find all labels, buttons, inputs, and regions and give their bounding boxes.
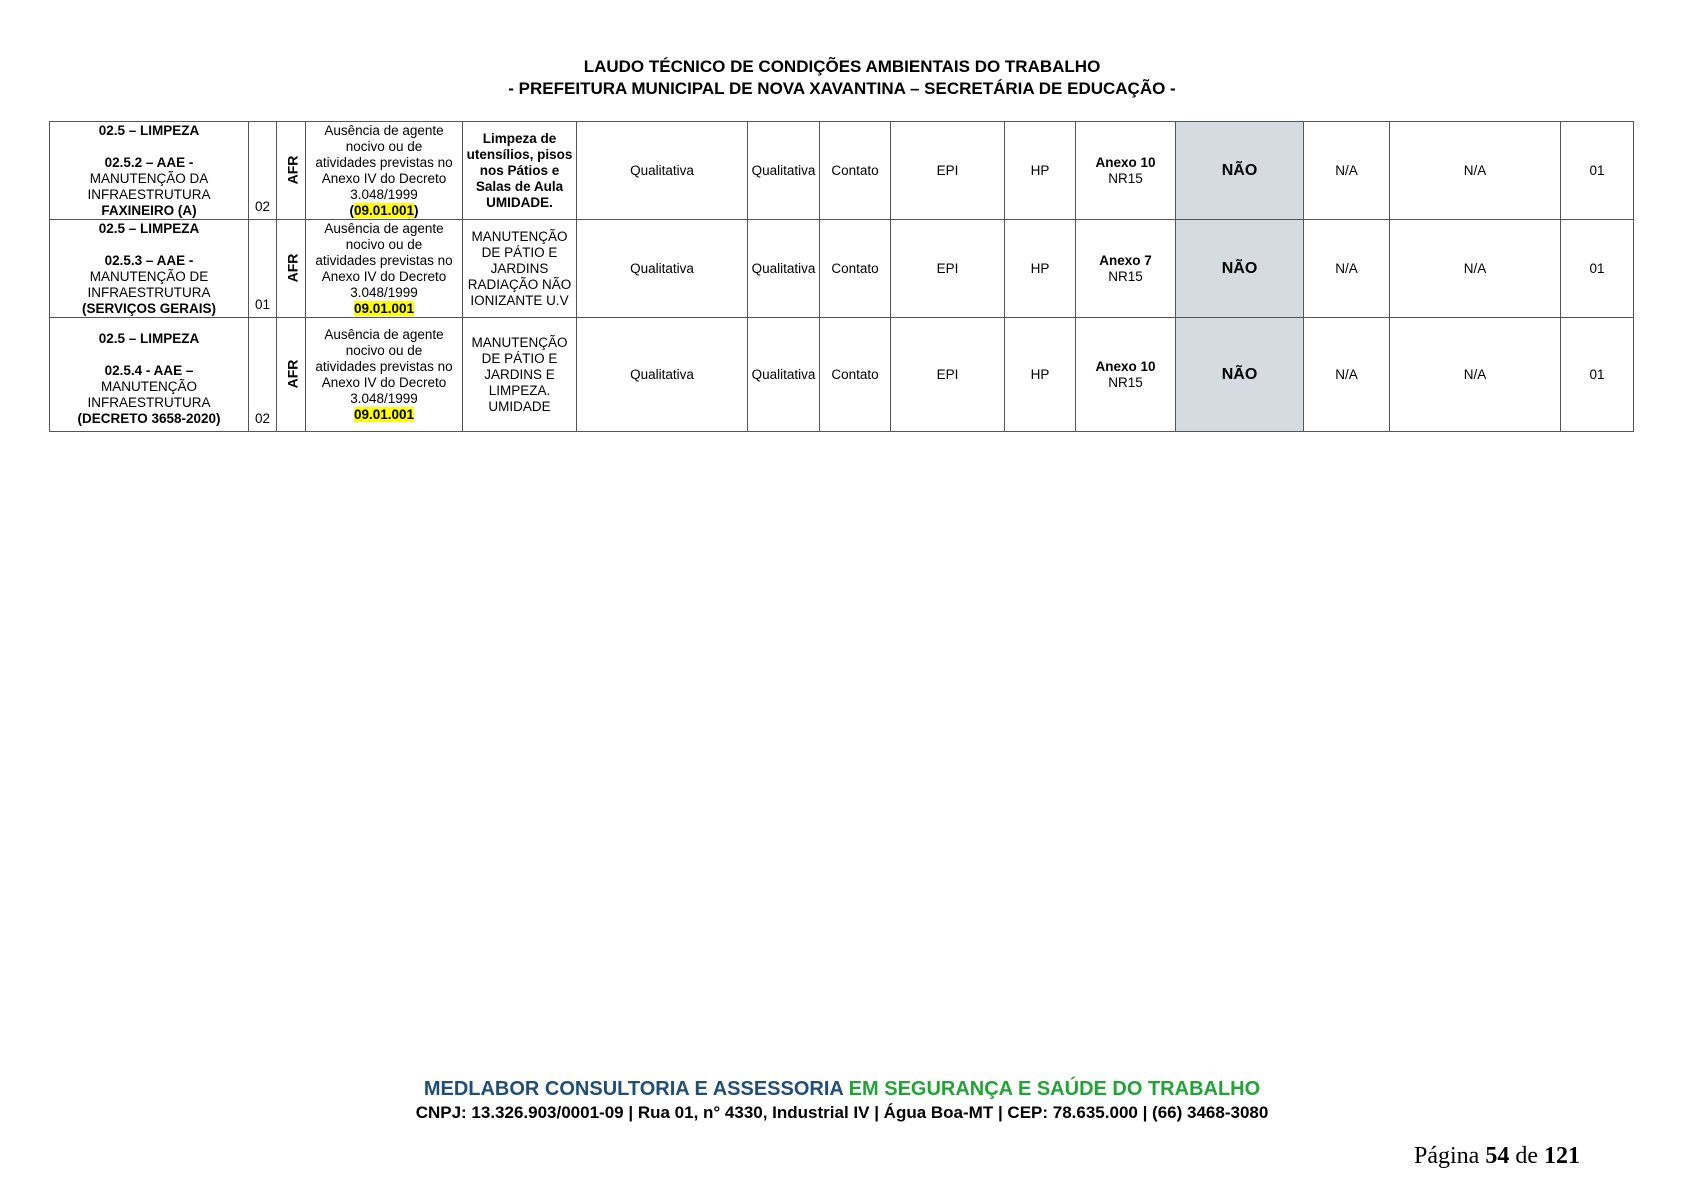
function-code: 02.5.3 – AAE - (104, 252, 194, 268)
na-cell: N/A (1390, 318, 1561, 432)
agent-code: 09.01.001 (353, 300, 415, 316)
na-cell: N/A (1304, 122, 1390, 220)
na-cell: N/A (1390, 220, 1561, 318)
insalubrity-cell: NÃO (1176, 220, 1304, 318)
agent-code-close: ) (414, 202, 419, 218)
agent-line: Ausência de agente (324, 122, 444, 138)
annex-cell (1076, 318, 1176, 432)
evaluation-type-cell: Qualitativa (748, 220, 820, 318)
afr-cell (277, 318, 306, 432)
hp-cell: HP (1005, 318, 1076, 432)
annex-label: Anexo 7 (1099, 252, 1152, 268)
activity-cell: MANUTENÇÃO DE PÁTIO E JARDINS E LIMPEZA. UMIDADE (463, 318, 577, 432)
table-row (50, 318, 1634, 432)
afr-label: AFR (284, 155, 301, 185)
agent-line: atividades previstas no (315, 358, 453, 374)
table-row (50, 122, 1634, 220)
page-label: Página (1414, 1143, 1480, 1169)
agent-line: nocivo ou de (345, 138, 423, 154)
afr-cell (277, 220, 306, 318)
function-name-2: INFRAESTRUTURA (87, 284, 211, 300)
afr-cell (277, 122, 306, 220)
annex-cell (1076, 220, 1176, 318)
function-cell (50, 122, 249, 220)
annex-norm: NR15 (1108, 374, 1143, 390)
evaluation-type-cell: Qualitativa (748, 122, 820, 220)
function-role: FAXINEIRO (A) (101, 202, 197, 218)
agent-cell (306, 318, 463, 432)
protection-cell: EPI (891, 122, 1005, 220)
evaluation-method-cell: Qualitativa (577, 122, 748, 220)
na-cell: N/A (1304, 220, 1390, 318)
evaluation-type-cell: Qualitativa (748, 318, 820, 432)
count-cell: 01 (1561, 220, 1634, 318)
count-cell: 01 (1561, 122, 1634, 220)
agent-code: 09.01.001 (353, 202, 415, 218)
agent-line: 3.048/1999 (350, 390, 418, 406)
annex-label: Anexo 10 (1095, 154, 1156, 170)
afr-label: AFR (284, 359, 301, 389)
annex-norm: NR15 (1108, 170, 1143, 186)
laudo-table (49, 121, 1634, 432)
header-title: LAUDO TÉCNICO DE CONDIÇÕES AMBIENTAIS DO TRABALHO (583, 57, 1101, 76)
agent-line: atividades previstas no (315, 252, 453, 268)
header-subtitle: - PREFEITURA MUNICIPAL DE NOVA XAVANTINA – SECRETÁRIA DE EDUCAÇÃO - (508, 79, 1176, 98)
sector-label: 02.5 – LIMPEZA (98, 220, 200, 236)
agent-line: Anexo IV do Decreto (321, 170, 447, 186)
function-cell (50, 220, 249, 318)
company-name: MEDLABOR CONSULTORIA E ASSESSORIA (423, 1078, 844, 1100)
function-role: (DECRETO 3658-2020) (77, 410, 221, 426)
function-role: (SERVIÇOS GERAIS) (81, 300, 217, 316)
afr-label: AFR (284, 253, 301, 283)
agent-line: Ausência de agente (324, 220, 444, 236)
agent-code: 09.01.001 (353, 406, 415, 422)
sector-label: 02.5 – LIMPEZA (98, 330, 200, 346)
agent-line: 3.048/1999 (350, 284, 418, 300)
hp-cell: HP (1005, 122, 1076, 220)
na-cell: N/A (1390, 122, 1561, 220)
page-of: de (1515, 1143, 1538, 1169)
insalubrity-cell: NÃO (1176, 122, 1304, 220)
na-cell: N/A (1304, 318, 1390, 432)
agent-line: Ausência de agente (324, 326, 444, 342)
page-current: 54 (1485, 1143, 1510, 1169)
hp-cell: HP (1005, 220, 1076, 318)
agent-code-open: ( (349, 202, 354, 218)
function-name-2: INFRAESTRUTURA (87, 394, 211, 410)
table-row (50, 220, 1634, 318)
agent-line: Anexo IV do Decreto (321, 268, 447, 284)
document-header (0, 56, 1684, 100)
annex-label: Anexo 10 (1095, 358, 1156, 374)
quantity-cell: 02 (249, 122, 277, 220)
function-code: 02.5.2 – AAE - (104, 154, 194, 170)
exposure-cell: Contato (820, 318, 891, 432)
function-name-1: MANUTENÇÃO DA (89, 170, 209, 186)
function-code: 02.5.4 - AAE – (104, 362, 194, 378)
company-tagline: EM SEGURANÇA E SAÚDE DO TRABALHO (848, 1078, 1261, 1100)
sector-label: 02.5 – LIMPEZA (98, 122, 200, 138)
agent-line: nocivo ou de (345, 236, 423, 252)
exposure-cell: Contato (820, 220, 891, 318)
activity-cell: MANUTENÇÃO DE PÁTIO E JARDINS RADIAÇÃO NÃO IONIZANTE U.V (463, 220, 577, 318)
function-cell (50, 318, 249, 432)
page-number (1414, 1143, 1580, 1170)
count-cell: 01 (1561, 318, 1634, 432)
protection-cell: EPI (891, 220, 1005, 318)
footer-company (0, 1078, 1684, 1101)
quantity-cell: 01 (249, 220, 277, 318)
page-total: 121 (1544, 1143, 1580, 1169)
exposure-cell: Contato (820, 122, 891, 220)
agent-line: Anexo IV do Decreto (321, 374, 447, 390)
evaluation-method-cell: Qualitativa (577, 318, 748, 432)
quantity-cell: 02 (249, 318, 277, 432)
agent-line: nocivo ou de (345, 342, 423, 358)
protection-cell: EPI (891, 318, 1005, 432)
evaluation-method-cell: Qualitativa (577, 220, 748, 318)
footer-address: CNPJ: 13.326.903/0001-09 | Rua 01, n° 4330, Industrial IV | Água Boa-MT | CEP: 78.635.000 | (66) 3468-3080 (415, 1103, 1269, 1122)
activity-cell: Limpeza de utensílios, pisos nos Pátios e Salas de Aula UMIDADE. (463, 122, 577, 220)
function-name-1: MANUTENÇÃO DE (89, 268, 209, 284)
agent-line: 3.048/1999 (350, 186, 418, 202)
agent-line: atividades previstas no (315, 154, 453, 170)
laudo-table-body (50, 122, 1634, 432)
annex-cell (1076, 122, 1176, 220)
agent-cell (306, 220, 463, 318)
annex-norm: NR15 (1108, 268, 1143, 284)
function-name-1: MANUTENÇÃO (100, 378, 197, 394)
function-name-2: INFRAESTRUTURA (87, 186, 211, 202)
insalubrity-cell: NÃO (1176, 318, 1304, 432)
agent-cell (306, 122, 463, 220)
